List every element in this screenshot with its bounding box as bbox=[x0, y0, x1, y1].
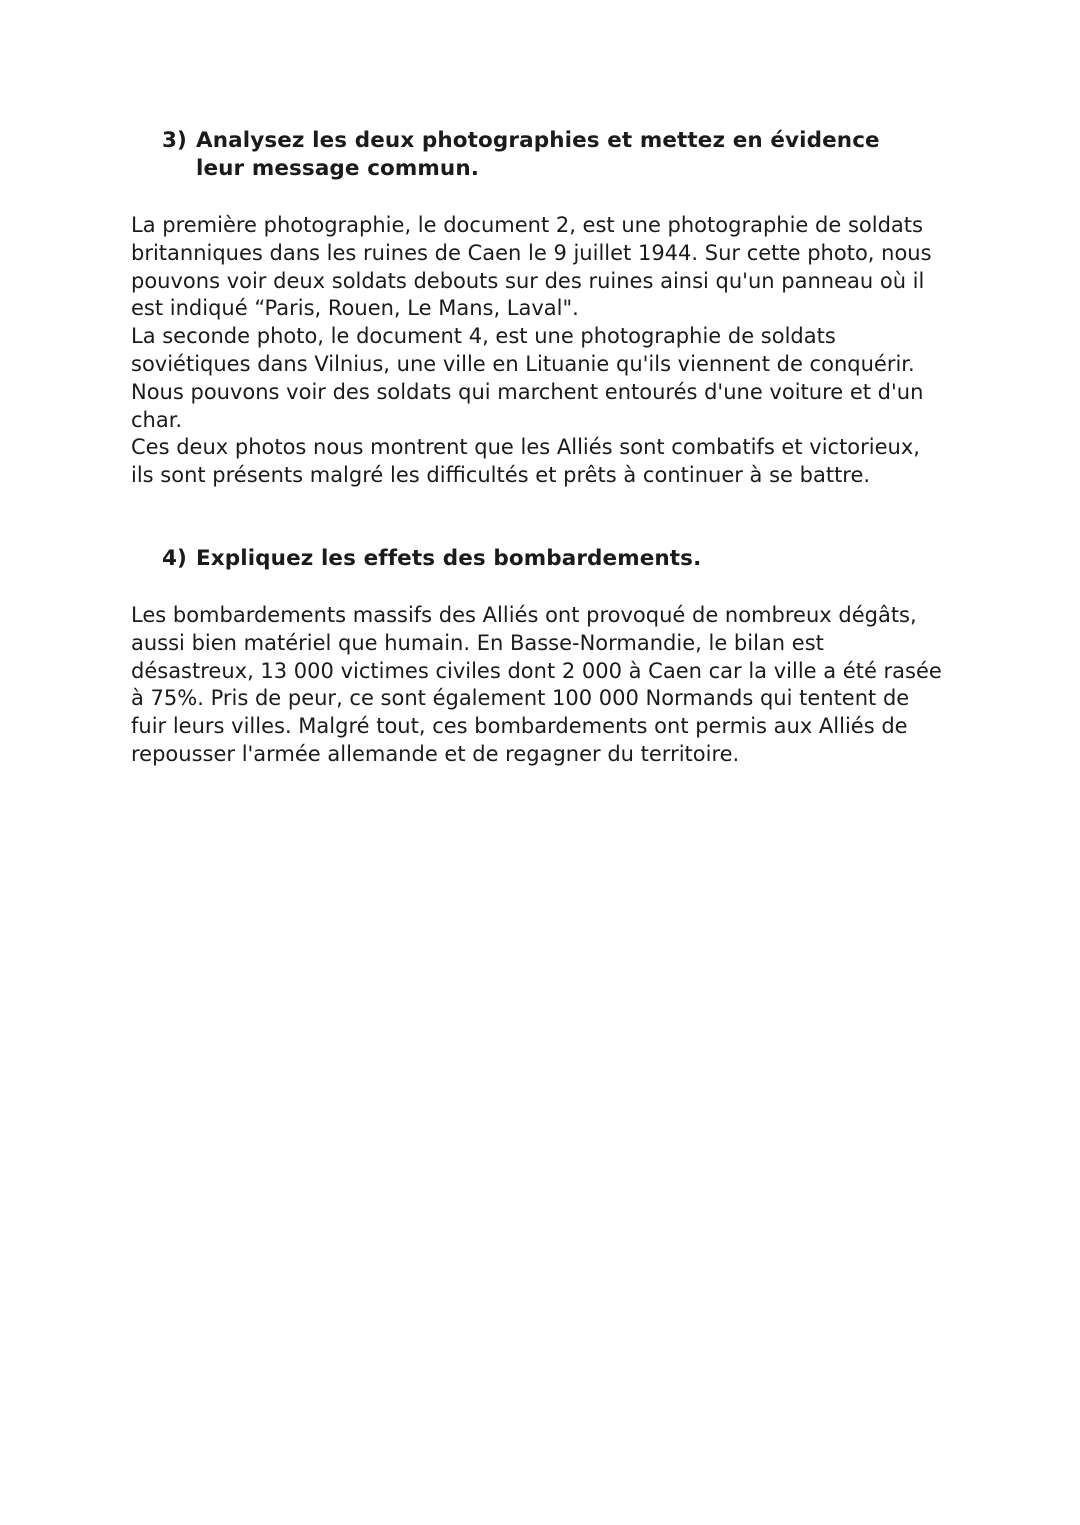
question-4-number: 4) bbox=[162, 546, 187, 571]
question-4 bbox=[162, 545, 922, 573]
question-4-text: Expliquez les effets des bombardements. bbox=[196, 546, 702, 571]
question-3-number: 3) bbox=[162, 128, 187, 153]
answer-4-paragraph-1: Les bombardements massifs des Alliés ont provoqué de nombreux dégâts, aussi bien matériel que humain. En Basse-Normandie, le bilan est désastreux, 13 000 victimes civiles dont 2 000 à Caen car la ville a été rasée à 75%. Pris de peur, ce sont également 100 000 Normands qui tentent de fuir leurs villes. Malgré tout, ces bombardements ont permis aux Alliés de repousser l'armée allemande et de regagner du territoire. bbox=[131, 603, 942, 766]
answer-3-paragraph-1: La première photographie, le document 2, est une photographie de soldats britanniques dans les ruines de Caen le 9 juillet 1944. Sur cette photo, nous pouvons voir deux soldats debouts sur des ruines ainsi qu'un panneau où il est indiqué “Paris, Rouen, Le Mans, Laval". bbox=[131, 213, 932, 321]
question-3-text: Analysez les deux photographies et mettez en évidence leur message commun. bbox=[196, 128, 880, 181]
answer-3-paragraph-3: Ces deux photos nous montrent que les Alliés sont combatifs et victorieux, ils sont présents malgré les difficultés et prêts à continuer à se battre. bbox=[131, 435, 920, 488]
answer-3 bbox=[131, 212, 946, 490]
question-3 bbox=[162, 127, 922, 183]
answer-3-paragraph-2: La seconde photo, le document 4, est une photographie de soldats soviétiques dans Vilnius, une ville en Lituanie qu'ils viennent de conquérir. Nous pouvons voir des soldats qui marchent entourés d'une voiture et d'un char. bbox=[131, 324, 924, 432]
answer-4 bbox=[131, 602, 946, 769]
